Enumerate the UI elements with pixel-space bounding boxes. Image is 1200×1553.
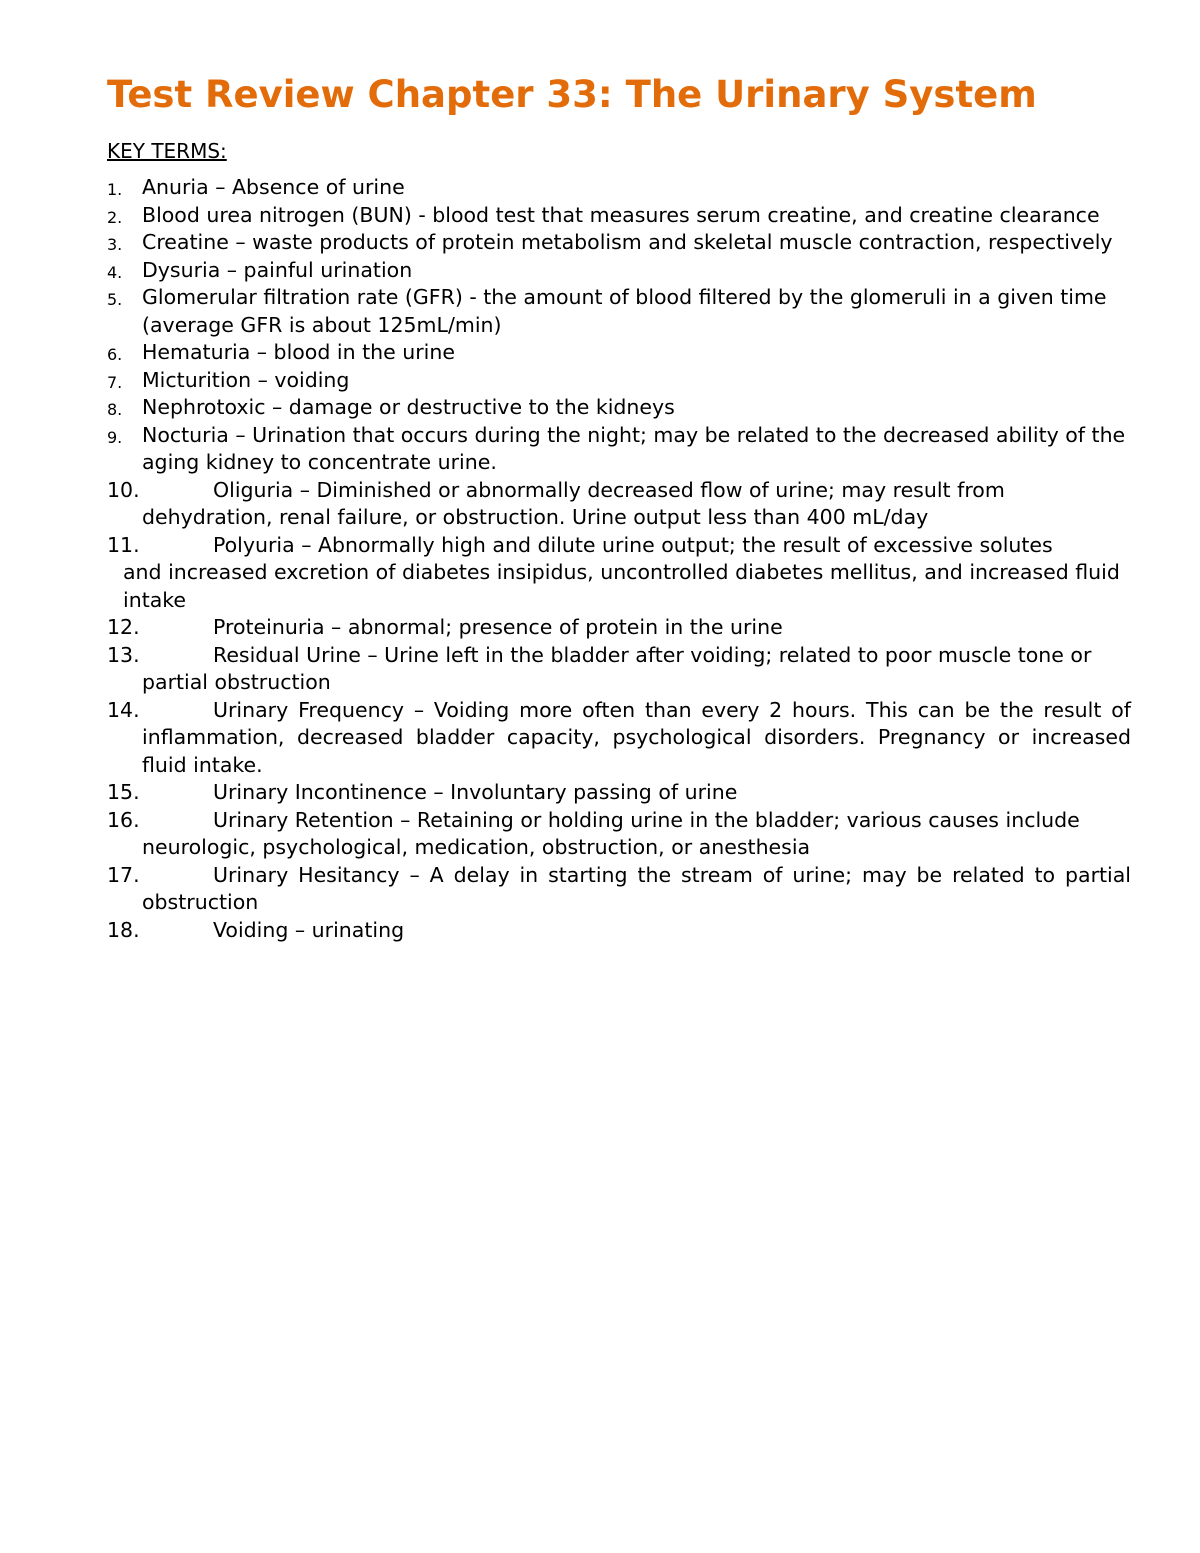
- item-text: Residual Urine – Urine left in the bladder after voiding; related to poor muscle tone or partial obstruction: [142, 642, 1092, 694]
- item-text-block: [107, 339, 1131, 367]
- item-text: Dysuria – painful urination: [142, 257, 413, 282]
- list-item: [107, 174, 1131, 202]
- item-number: 5.: [107, 290, 123, 309]
- item-number: 4.: [107, 262, 123, 282]
- item-text-block: [107, 779, 1131, 807]
- item-number: 10.: [107, 477, 140, 502]
- item-text: Hematuria – blood in the urine: [142, 340, 455, 364]
- list-item: [107, 917, 1131, 945]
- item-text-block: [107, 697, 1131, 780]
- list-item: [107, 642, 1131, 697]
- item-text: Creatine – waste products of protein metabolism and skeletal muscle contraction, respectively: [142, 230, 1113, 254]
- list-item: [107, 284, 1131, 339]
- list-item: [107, 614, 1131, 642]
- item-number: 16.: [107, 807, 140, 832]
- item-number: 1.: [107, 180, 123, 199]
- item-text-block: [107, 229, 1131, 257]
- item-number: 7.: [107, 372, 123, 392]
- list-item: [107, 779, 1131, 807]
- item-text: Urinary Incontinence – Involuntary passing of urine: [213, 780, 738, 804]
- item-text-block: [107, 367, 1131, 395]
- item-number: 3.: [107, 235, 123, 254]
- item-text: Glomerular filtration rate (GFR) - the amount of blood filtered by the glomeruli in a given time (average GFR is about 125mL/min): [142, 285, 1107, 337]
- item-text-block: [107, 532, 1131, 560]
- item-text: Nephrotoxic – damage or destructive to the kidneys: [142, 395, 675, 419]
- list-item: [107, 229, 1131, 257]
- item-text: Urinary Hesitancy – A delay in starting the stream of urine; may be related to partial obstruction: [142, 862, 1131, 914]
- item-text-block: [107, 174, 1131, 202]
- item-text: Nocturia – Urination that occurs during the night; may be related to the decreased ability of the aging kidney to concentrate urine.: [142, 422, 1126, 474]
- key-terms-list: [107, 174, 1131, 944]
- item-text: Proteinuria – abnormal; presence of protein in the urine: [213, 615, 783, 639]
- list-item: [107, 697, 1131, 780]
- item-text: Oliguria – Diminished or abnormally decreased flow of urine; may result from dehydration, renal failure, or obstruction. Urine output less than 400 mL/day: [142, 477, 1005, 529]
- item-text: Urinary Frequency – Voiding more often than every 2 hours. This can be the result of inflammation, decreased bladder capacity, psychological disorders. Pregnancy or increased fluid intake.: [142, 697, 1131, 777]
- item-text: Polyuria – Abnormally high and dilute urine output; the result of excessive solutes: [213, 532, 1053, 557]
- item-number: 15.: [107, 780, 140, 804]
- item-number: 12.: [107, 615, 140, 639]
- list-item: [107, 422, 1131, 477]
- item-text-block: [107, 477, 1131, 532]
- item-text: Voiding – urinating: [213, 917, 405, 942]
- item-number: 8.: [107, 400, 123, 419]
- item-number: 14.: [107, 697, 140, 722]
- list-item: [107, 367, 1131, 395]
- item-text-block: [107, 284, 1131, 339]
- page-title: Test Review Chapter 33: The Urinary System: [107, 73, 1037, 116]
- item-number: 9.: [107, 427, 123, 447]
- item-text-block: [107, 394, 1131, 422]
- item-continuation-text: and increased excretion of diabetes insipidus, uncontrolled diabetes mellitus, and increased fluid intake: [123, 560, 1120, 612]
- item-text-block: [107, 422, 1131, 477]
- list-item: [107, 257, 1131, 285]
- item-text-block: [107, 257, 1131, 285]
- item-text-block: [107, 917, 1131, 945]
- item-text-block: [107, 614, 1131, 642]
- list-item: [107, 807, 1131, 862]
- item-text-block: [107, 862, 1131, 917]
- item-number: 2.: [107, 207, 123, 227]
- item-text: Micturition – voiding: [142, 367, 350, 392]
- item-number: 13.: [107, 642, 140, 667]
- item-number: 17.: [107, 862, 140, 887]
- item-text: Blood urea nitrogen (BUN) - blood test that measures serum creatine, and creatine clearance: [142, 202, 1100, 227]
- list-item: [107, 394, 1131, 422]
- item-text: Anuria – Absence of urine: [142, 175, 405, 199]
- item-text: Urinary Retention – Retaining or holding urine in the bladder; various causes include neurologic, psychological, medication, obstruction, or anesthesia: [142, 807, 1080, 859]
- item-text-block: [107, 202, 1131, 230]
- list-item: [107, 862, 1131, 917]
- item-number: 11.: [107, 532, 140, 557]
- list-item: [107, 202, 1131, 230]
- section-heading: KEY TERMS:: [107, 139, 227, 163]
- item-number: 6.: [107, 345, 123, 364]
- item-number: 18.: [107, 917, 140, 942]
- list-item: [107, 532, 1131, 615]
- list-item: [107, 477, 1131, 532]
- item-text-block: [107, 642, 1131, 697]
- list-item: [107, 339, 1131, 367]
- item-text-block: [107, 807, 1131, 862]
